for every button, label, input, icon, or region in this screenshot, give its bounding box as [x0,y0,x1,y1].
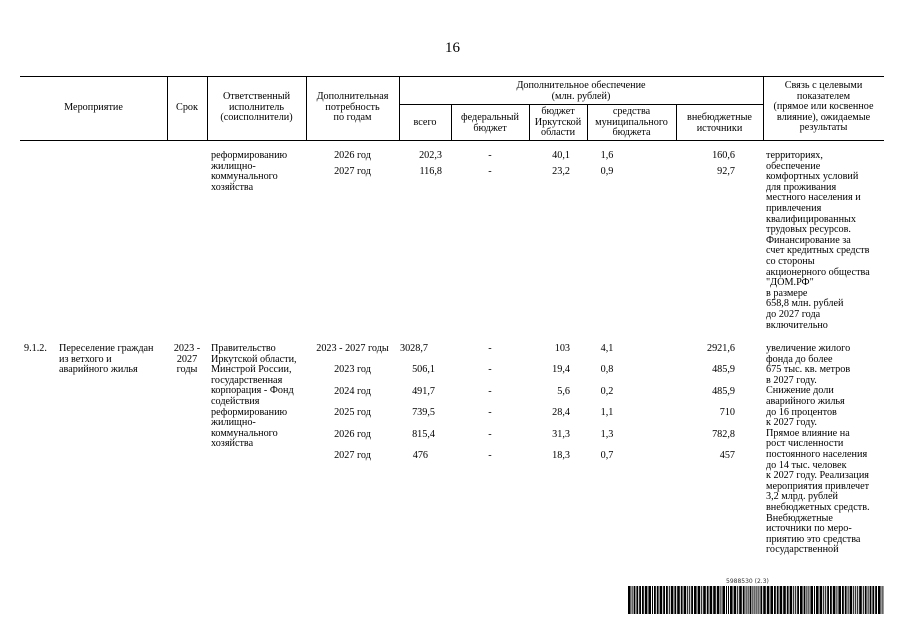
header-need-by-years: Дополнительная потребность по годам [316,91,389,124]
row-total: 491,7 [412,386,435,397]
row-total: 506,1 [412,364,435,375]
row-municipal: 0,9 [600,166,614,177]
row-year: 2023 год [334,364,371,375]
header-regional-budget: бюджет Иркутской области [534,106,582,139]
row-year: 2027 год [334,166,371,177]
row-extrabudgetary: 485,9 [712,386,735,397]
row-extrabudgetary: 782,8 [712,429,735,440]
item-number: 9.1.2. [24,343,47,354]
row-federal: - [488,150,492,161]
row-federal: - [488,343,492,354]
row-total: 476 [412,450,428,461]
row-regional: 103 [554,343,570,354]
row-regional: 19,4 [552,364,570,375]
row-federal: - [488,166,492,177]
row-extrabudgetary: 485,9 [712,364,735,375]
row-federal: - [488,364,492,375]
row-municipal: 1,6 [600,150,614,161]
row-extrabudgetary: 2921,6 [706,343,735,354]
header-federal-budget: федеральный бюджет [461,112,519,134]
row-municipal: 0,8 [600,364,614,375]
row-regional: 40,1 [552,150,570,161]
row-year: 2027 год [334,450,371,461]
row-municipal: 0,2 [600,386,614,397]
continued-executor: реформированию жилищно- коммунального хозяйства [211,150,288,193]
item-executor: Правительство Иркутской области, Минстрой России, государственная корпорация - Фонд содействия реформированию жилищно- коммунального хозяйства [211,343,297,450]
header-extrabudgetary: внебюджетные источники [687,112,752,134]
row-year: 2025 год [334,407,371,418]
row-regional: 28,4 [552,407,570,418]
row-municipal: 4,1 [600,343,614,354]
row-municipal: 1,1 [600,407,614,418]
row-regional: 31,3 [552,429,570,440]
page-number: 16 [445,40,460,56]
row-extrabudgetary: 457 [719,450,735,461]
header-target-link: Связь с целевыми показателем (прямое или косвенное влияние), ожидаемые результаты [773,80,874,134]
row-year: 2026 год [334,429,371,440]
row-total: 815,4 [412,429,435,440]
header-measure: Мероприятие [64,102,123,113]
row-extrabudgetary: 710 [719,407,735,418]
row-total: 3028,7 [399,343,428,354]
barcode-label: 5988530 (2.3) [726,578,769,585]
row-federal: - [488,429,492,440]
row-total: 116,8 [419,166,442,177]
row-municipal: 0,7 [600,450,614,461]
header-municipal-budget: средства муниципального бюджета [595,106,668,139]
header-term: Срок [176,102,198,113]
row-extrabudgetary: 92,7 [717,166,735,177]
header-funding: Дополнительное обеспечение (млн. рублей) [516,80,646,102]
barcode-image [628,586,884,614]
row-extrabudgetary: 160,6 [712,150,735,161]
header-bottom-border [20,140,884,141]
item-measure: Переселение граждан из ветхого и аварийного жилья [59,343,154,376]
row-regional: 23,2 [552,166,570,177]
row-regional: 18,3 [552,450,570,461]
row-year: 2023 - 2027 годы [316,343,389,354]
header-executor: Ответственный исполнитель (соисполнители) [220,91,293,124]
continued-target-link: территориях, обеспечение комфортных условий для проживания местного населения и привлечения квалифицированных трудовых ресурсов. Финансирование за счет кредитных средств со стороны акционерного общества "ДОМ.РФ" в размере 658,8 млн. рублей до 2027 года включительно [766,150,870,331]
row-year: 2024 год [334,386,371,397]
row-regional: 5,6 [557,386,570,397]
row-federal: - [488,407,492,418]
funding-group-divider [399,104,763,105]
header-total: всего [413,117,437,128]
row-federal: - [488,386,492,397]
row-total: 739,5 [412,407,435,418]
item-target-link: увеличение жилого фонда до более 675 тыс. кв. метров в 2027 году. Снижение доли аварийного жилья до 16 процентов к 2027 году. Прямое влияние на рост численности постоянного населения до 14 тыс. человек к 2027 году. Реализация мероприятия привлечет 3,2 млрд. рублей внебюджетных средств. Внебюджетные источники по меро- приятию это средства государственной [766,343,870,556]
row-total: 202,3 [419,150,442,161]
row-municipal: 1,3 [600,429,614,440]
row-federal: - [488,450,492,461]
item-term: 2023 - 2027 годы [173,343,201,376]
row-year: 2026 год [334,150,371,161]
table-top-border [20,76,884,77]
